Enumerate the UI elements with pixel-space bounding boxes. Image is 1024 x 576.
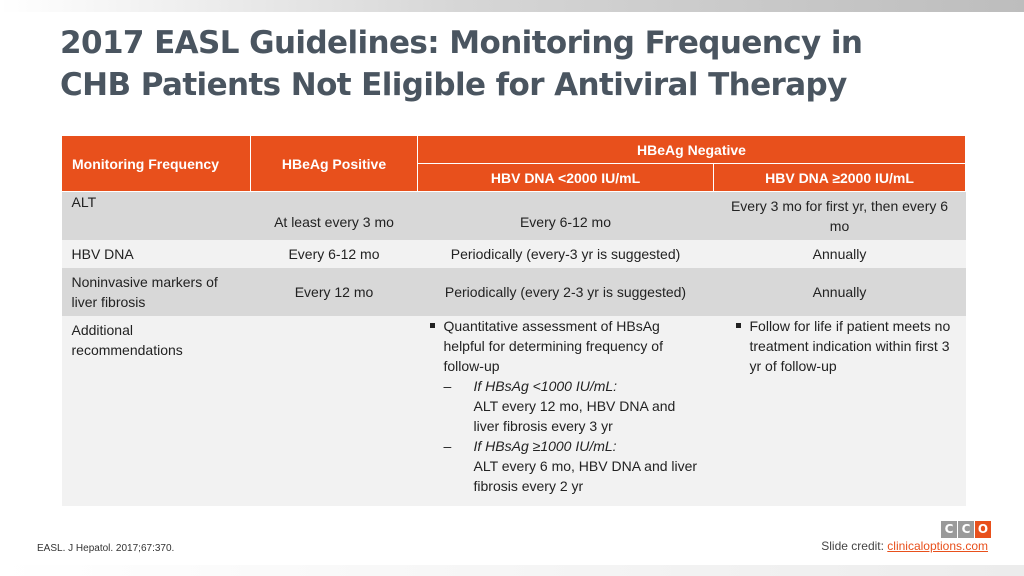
row-label-noninvasive: Noninvasive markers of liver fibrosis xyxy=(62,268,251,316)
slide-credit xyxy=(821,539,988,553)
header-hbeag-negative: HBeAg Negative xyxy=(418,136,966,164)
sub-condition: If HBsAg <1000 IU/mL: xyxy=(473,377,618,394)
cell-additional-positive xyxy=(251,316,418,506)
row-label-alt: ALT xyxy=(62,192,251,240)
citation: EASL. J Hepatol. 2017;67:370. xyxy=(37,543,175,554)
sub-condition: If HBsAg ≥1000 IU/mL: xyxy=(473,437,617,454)
logo-letter-o: O xyxy=(975,521,991,538)
cell-hbv-dna-positive: Every 6-12 mo xyxy=(251,240,418,268)
slide-title-line2: CHB Patients Not Eligible for Antiviral Therapy xyxy=(60,67,847,103)
cell-alt-positive: At least every 3 mo xyxy=(251,192,418,240)
slide-title xyxy=(60,22,960,106)
header-hbv-dna-high: HBV DNA ≥2000 IU/mL xyxy=(714,164,966,192)
sub-list-item xyxy=(428,376,704,436)
dash-icon: – xyxy=(443,437,452,454)
logo-letter-c2: C xyxy=(958,521,974,538)
cell-alt-neg-low: Every 6-12 mo xyxy=(418,192,714,240)
sub-list-item xyxy=(428,436,704,496)
dash-icon: – xyxy=(443,377,452,394)
bottom-decorative-bar xyxy=(0,565,1024,576)
cell-additional-neg-high xyxy=(714,316,966,506)
monitoring-table xyxy=(61,135,966,506)
header-hbeag-positive: HBeAg Positive xyxy=(251,136,418,192)
table-row-alt xyxy=(62,192,966,240)
row-label-hbv-dna: HBV DNA xyxy=(62,240,251,268)
cell-noninvasive-neg-low: Periodically (every 2-3 yr is suggested) xyxy=(418,268,714,316)
cco-logo xyxy=(940,521,991,538)
header-monitoring-frequency: Monitoring Frequency xyxy=(62,136,251,192)
credit-label: Slide credit: xyxy=(821,539,888,553)
top-decorative-bar xyxy=(0,0,1024,12)
bullet-text: Follow for life if patient meets no treatment indication within first 3 yr of follow-up xyxy=(749,317,951,374)
sub-text: ALT every 6 mo, HBV DNA and liver fibrosis every 2 yr xyxy=(473,457,698,494)
header-hbv-dna-low: HBV DNA <2000 IU/mL xyxy=(418,164,714,192)
row-label-additional: Additional recommendations xyxy=(62,316,251,506)
credit-link[interactable]: clinicaloptions.com xyxy=(887,539,988,553)
bullet-square-icon xyxy=(430,323,435,328)
table-row-additional xyxy=(62,316,966,506)
table-row-hbv-dna xyxy=(62,240,966,268)
logo-letter-c1: C xyxy=(941,521,957,538)
cell-hbv-dna-neg-high: Annually xyxy=(714,240,966,268)
table-row-noninvasive xyxy=(62,268,966,316)
sub-text: ALT every 12 mo, HBV DNA and liver fibrosis every 3 yr xyxy=(473,397,676,434)
cell-alt-neg-high: Every 3 mo for first yr, then every 6 mo xyxy=(714,192,966,240)
cell-hbv-dna-neg-low: Periodically (every-3 yr is suggested) xyxy=(418,240,714,268)
bullet-square-icon xyxy=(736,323,741,328)
list-item xyxy=(428,316,704,376)
slide-title-line1: 2017 EASL Guidelines: Monitoring Frequency in xyxy=(60,25,863,61)
cell-noninvasive-neg-high: Annually xyxy=(714,268,966,316)
cell-additional-neg-low xyxy=(418,316,714,506)
cell-noninvasive-positive: Every 12 mo xyxy=(251,268,418,316)
bullet-text: Quantitative assessment of HBsAg helpful for determining frequency of follow-up xyxy=(443,317,663,374)
list-item xyxy=(734,316,956,376)
header-row-1 xyxy=(62,136,966,164)
